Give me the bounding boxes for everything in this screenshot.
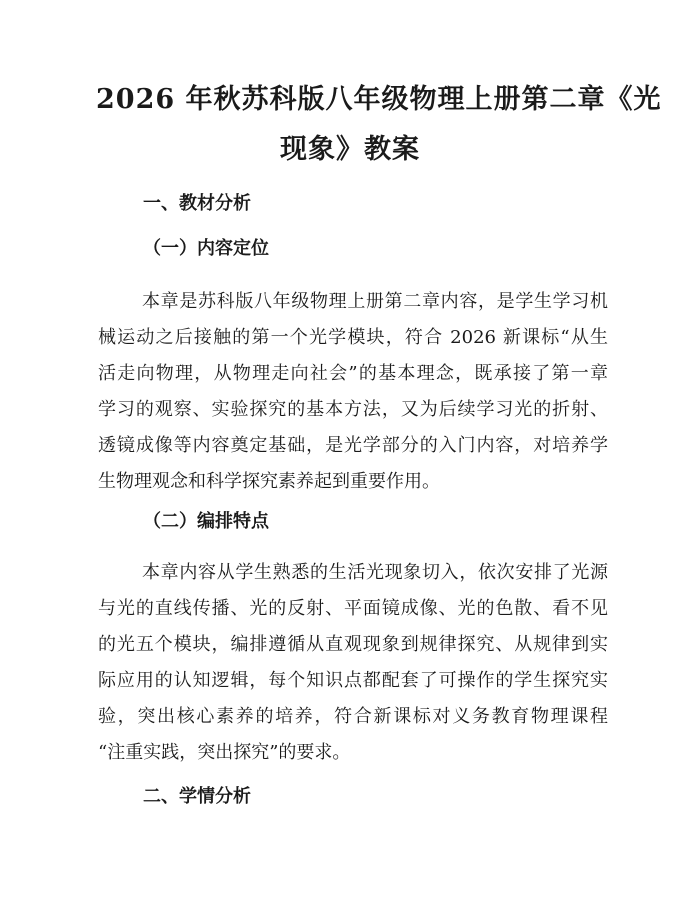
paragraph-line: 与光的直线传播、光的反射、平面镜成像、光的色散、看不见 [98, 598, 608, 619]
paragraph-line: “注重实践，突出探究”的要求。 [98, 742, 351, 763]
subsection-heading-arrangement-features: （二）编排特点 [143, 511, 269, 532]
paragraph-content-positioning [98, 284, 608, 500]
paragraph-line: 验，突出核心素养的培养，符合新课标对义务教育物理课程 [98, 706, 608, 727]
paragraph-line: 生物理观念和科学探究素养起到重要作用。 [98, 471, 440, 492]
paragraph-line: 活走向物理，从物理走向社会”的基本理念，既承接了第一章 [98, 363, 608, 384]
paragraph-line: 际应用的认知逻辑，每个知识点都配套了可操作的学生探究实 [98, 670, 608, 691]
paragraph-line: 本章内容从学生熟悉的生活光现象切入，依次安排了光源 [142, 562, 608, 583]
paragraph-arrangement-features [98, 555, 608, 771]
document-title-line-1: 2026 年秋苏科版八年级物理上册第二章《光 [96, 84, 662, 115]
paragraph-line: 的光五个模块，编排遵循从直观现象到规律探究、从规律到实 [98, 634, 608, 655]
section-heading-materials-analysis: 一、教材分析 [143, 193, 251, 214]
paragraph-line: 本章是苏科版八年级物理上册第二章内容，是学生学习机 [142, 291, 608, 312]
paragraph-line: 械运动之后接触的第一个光学模块，符合 2026 新课标“从生 [98, 327, 608, 348]
section-heading-student-analysis: 二、学情分析 [143, 786, 251, 807]
paragraph-line: 透镜成像等内容奠定基础，是光学部分的入门内容，对培养学 [98, 435, 608, 456]
paragraph-line: 学习的观察、实验探究的基本方法，又为后续学习光的折射、 [98, 399, 608, 420]
document-title-line-2: 现象》教案 [280, 134, 420, 165]
subsection-heading-content-positioning: （一）内容定位 [143, 238, 269, 259]
